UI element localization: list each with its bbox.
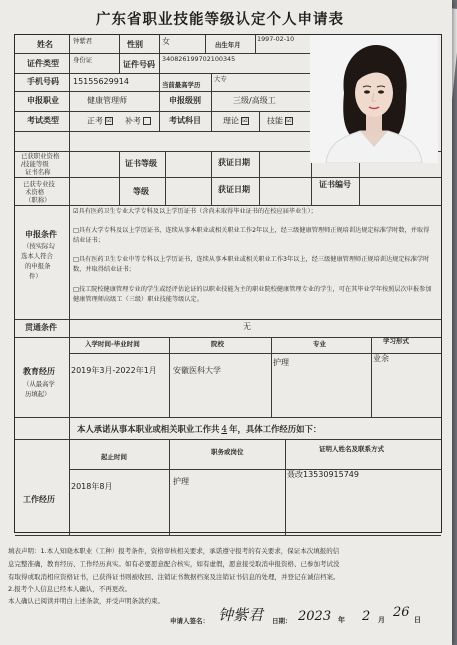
cert1-label-line: 已获职业资格 bbox=[21, 152, 60, 160]
applicant-signature: 钟紫君 bbox=[218, 606, 264, 624]
work-row-period: 2018年8月 bbox=[71, 482, 113, 491]
applicant-photo bbox=[310, 35, 438, 163]
condition-item-3[interactable]: □具有医药卫生专业中等专科以上学历证书，连续从事本职业或相关职业工作3年以上，经三级健康管理师正规培训达规定标准学时数，并取得结业证书； bbox=[73, 256, 430, 273]
declaration-line: 息完整准确，教育经历、工作经历真实。如有必要愿意配合核实，如有虚假，愿意接受取消申报资格、已参加考试没 bbox=[8, 560, 340, 568]
cert1-label-line: 证书名称 bbox=[25, 168, 51, 176]
occupation-label: 申报职业 bbox=[27, 96, 59, 105]
id-type-value: 身份证 bbox=[73, 56, 93, 64]
edu-header-school: 院校 bbox=[211, 340, 224, 348]
declaration-line: 2.报考个人信息已经本人确认，不再更改。 bbox=[8, 585, 132, 593]
work-commitment bbox=[77, 425, 321, 435]
declaration-line: 有取得或取消相应资格证书，已获得证书则被收回、注销证书数据档案及注销证书信息的处理，并登记在诚信档案。 bbox=[8, 573, 340, 581]
conditions-note: 的申报条 bbox=[25, 262, 51, 270]
portrait-photo-image bbox=[310, 35, 438, 163]
edu-header-period: 入学时间-毕业时间 bbox=[85, 340, 140, 348]
edu-row-major: 护理 bbox=[273, 358, 289, 367]
gender-value: 女 bbox=[162, 37, 170, 46]
cert2-label-line: 术资格 bbox=[25, 188, 45, 196]
education-note: （从最高学 bbox=[23, 380, 55, 388]
month-unit: 月 bbox=[378, 616, 385, 624]
exam-normal-label: 正考 bbox=[87, 116, 103, 126]
work-header-position: 职务或岗位 bbox=[211, 448, 244, 456]
mobile-label: 手机号码 bbox=[27, 77, 59, 86]
work-header-period: 起止时间 bbox=[101, 453, 127, 461]
cert-grade-label: 证书等级 bbox=[125, 159, 157, 168]
condition-item-2[interactable]: □具有大学专科及以上学历证书，连续从事本职业或相关职业工作2年以上，经三级健康管理师正规培训达规定标准学时数，并取得结业证书； bbox=[73, 227, 430, 244]
skill-option[interactable] bbox=[267, 117, 293, 126]
skill-label: 技能 bbox=[267, 116, 283, 126]
exam-makeup-option[interactable] bbox=[125, 117, 151, 126]
special-label: 贯通条件 bbox=[25, 323, 57, 332]
cert-date-label: 获证日期 bbox=[218, 158, 250, 167]
work-commitment-suffix: 年，具体工作经历如下： bbox=[229, 424, 322, 434]
exam-makeup-label: 补考 bbox=[125, 116, 141, 126]
exam-type-label: 考试类型 bbox=[27, 116, 59, 125]
date-label: 日期： bbox=[272, 617, 292, 625]
work-header-contact: 证明人姓名及联系方式 bbox=[319, 445, 384, 453]
cert2-number-label: 证书编号 bbox=[319, 180, 351, 189]
mobile-value: 15155629914 bbox=[73, 77, 129, 86]
name-label: 姓名 bbox=[37, 40, 53, 49]
cert2-grade-label: 等级 bbox=[133, 187, 149, 196]
day-unit: 日 bbox=[414, 616, 421, 624]
education-label: 教育经历 bbox=[23, 367, 55, 376]
cert1-label-line: /技能等级 bbox=[21, 160, 49, 168]
work-years: 4 bbox=[221, 425, 228, 435]
theory-checkbox[interactable]: ☑ bbox=[242, 117, 248, 124]
conditions-note: 选本人符合 bbox=[21, 252, 53, 260]
sign-month: 2 bbox=[362, 609, 371, 624]
theory-label: 理论 bbox=[223, 116, 239, 126]
edu-header-major: 专业 bbox=[313, 340, 326, 348]
id-type-label: 证件类型 bbox=[27, 59, 59, 68]
declaration-line: 填表声明：1.本人知晓本职业（工种）报考条件，资格审核相关要求，承诺遵守报考的有关要求，保证本次填报的信 bbox=[8, 547, 340, 555]
education-value: 大专 bbox=[214, 75, 227, 83]
sign-year: 2023 bbox=[298, 609, 332, 624]
exam-makeup-checkbox[interactable] bbox=[143, 117, 151, 125]
edu-row-period: 2019年3月-2022年1月 bbox=[71, 366, 157, 375]
signature-label: 申请人签名： bbox=[170, 617, 209, 625]
year-unit: 年 bbox=[338, 616, 345, 624]
occupation-value: 健康管理师 bbox=[87, 96, 127, 105]
id-number-label: 证件号码 bbox=[123, 60, 155, 69]
work-row-position: 护理 bbox=[173, 477, 189, 486]
condition-item-1[interactable]: ☑具有医药卫生专业大学专科及以上学历证书（含尚未取得毕业证书的在校应届毕业生）； bbox=[73, 208, 317, 215]
form-title: 广东省职业技能等级认定个人申请表 bbox=[96, 12, 344, 28]
exam-normal-checkbox[interactable]: ☑ bbox=[106, 117, 112, 124]
gender-label: 性别 bbox=[127, 40, 143, 49]
cert2-label-line: （职称） bbox=[25, 196, 51, 204]
skill-checkbox[interactable]: ☑ bbox=[286, 117, 292, 124]
cert2-date-label: 获证日期 bbox=[218, 185, 250, 194]
edu-header-mode: 学习形式 bbox=[383, 337, 409, 345]
birth-value: 1997-02-10 bbox=[257, 35, 295, 43]
work-commitment-prefix: 本人承诺从事本职业或相关职业工作共 bbox=[77, 424, 220, 434]
cert2-label-line: 已获专业技 bbox=[23, 180, 55, 188]
theory-option[interactable] bbox=[223, 117, 249, 126]
level-value: 三级/高级工 bbox=[233, 96, 276, 105]
special-value: 无 bbox=[243, 322, 251, 331]
work-row-contact: 聂改13530915749 bbox=[287, 470, 359, 479]
subjects-label: 考试科目 bbox=[169, 116, 201, 125]
declaration-line: 本人确认已阅读并明白上述条款，并受声明条款约束。 bbox=[8, 597, 164, 605]
id-number-value: 340826199702100345 bbox=[162, 55, 236, 63]
conditions-label: 申报条件 bbox=[25, 230, 57, 239]
education-label: 当前最高学历 bbox=[162, 81, 201, 89]
education-note: 历填起） bbox=[25, 390, 51, 398]
conditions-note: 件） bbox=[29, 272, 42, 280]
condition-item-4[interactable]: □技工院校健康管理专业的学生或经评估论证的以职业技能为主的职业院校健康管理专业的学生，可在其毕业学年按照层次申报参加健康管理师高级工（三级）职业技能等级认定。 bbox=[73, 286, 432, 303]
exam-normal-option[interactable] bbox=[87, 117, 113, 126]
conditions-note: （按实际勾 bbox=[23, 242, 55, 250]
sign-day: 26 bbox=[393, 605, 410, 620]
level-label: 申报级别 bbox=[169, 96, 201, 105]
work-label: 工作经历 bbox=[23, 495, 55, 504]
name-value: 钟紫君 bbox=[73, 37, 93, 45]
birth-label: 出生年月 bbox=[215, 41, 241, 49]
edu-row-mode: 业余 bbox=[373, 354, 389, 363]
edu-row-school: 安徽医科大学 bbox=[173, 366, 221, 375]
